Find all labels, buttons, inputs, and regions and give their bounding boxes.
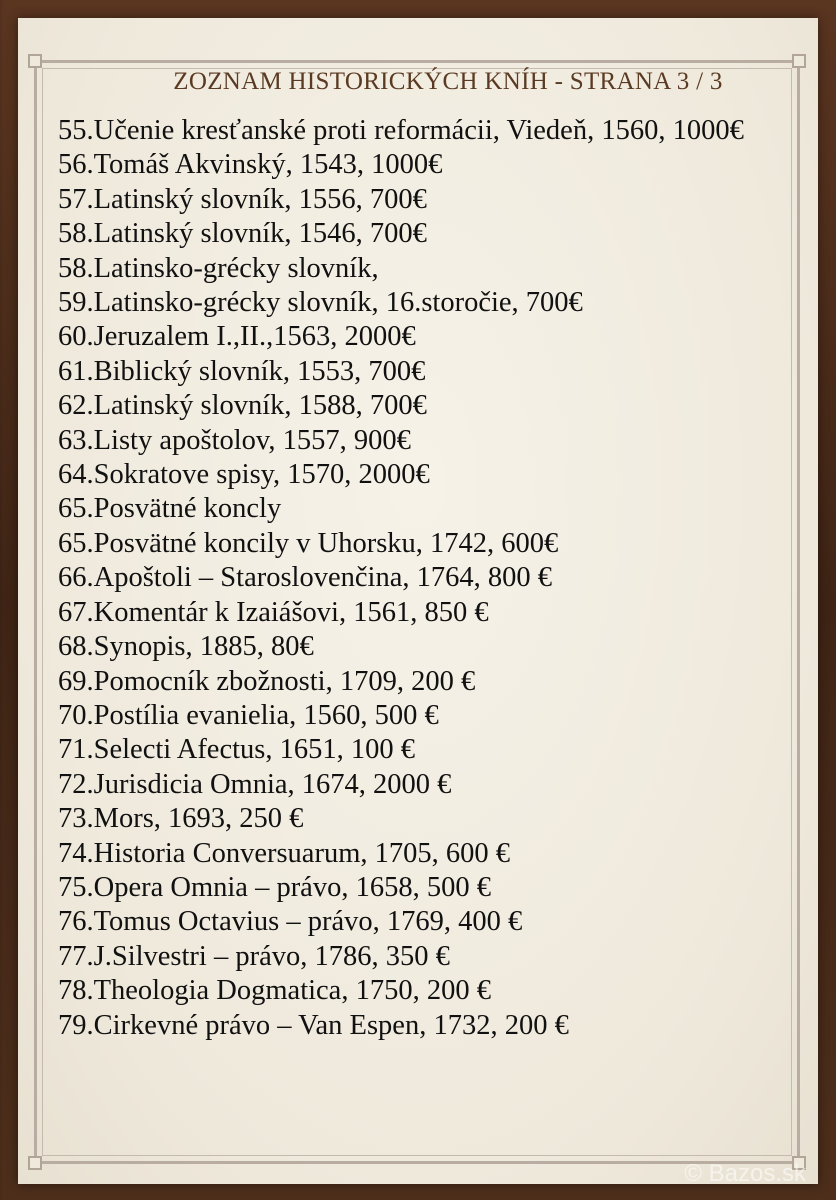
list-item: 56.Tomáš Akvinský, 1543, 1000€ [58, 149, 443, 181]
frame-corner-ornament [792, 54, 806, 68]
book-list [58, 114, 788, 1043]
list-item: 77.J.Silvestri – právo, 1786, 350 € [58, 940, 450, 972]
list-item: 59.Latinsko-grécky slovník, 16.storočie, 700€ [58, 287, 583, 319]
list-item: 60.Jeruzalem I.,II.,1563, 2000€ [58, 321, 416, 353]
list-item: 61.Biblický slovník, 1553, 700€ [58, 355, 426, 387]
list-item: 76.Tomus Octavius – právo, 1769, 400 € [58, 906, 523, 938]
list-item: 67.Komentár k Izaiášovi, 1561, 850 € [58, 596, 489, 628]
list-item: 64.Sokratove spisy, 1570, 2000€ [58, 459, 430, 491]
frame-corner-ornament [28, 54, 42, 68]
list-item: 65.Posvätné koncly [58, 493, 282, 525]
list-item: 57.Latinský slovník, 1556, 700€ [58, 183, 427, 215]
list-item: 71.Selecti Afectus, 1651, 100 € [58, 734, 415, 766]
list-item: 63.Listy apoštolov, 1557, 900€ [58, 424, 411, 456]
list-item: 58.Latinský slovník, 1546, 700€ [58, 218, 427, 250]
paper-sheet [18, 18, 818, 1184]
bazos-watermark: © Bazos.sk [684, 1160, 806, 1187]
list-item: 65.Posvätné koncily v Uhorsku, 1742, 600€ [58, 527, 559, 559]
list-item: 66.Apoštoli – Staroslovenčina, 1764, 800 € [58, 562, 552, 594]
list-item: 72.Jurisdicia Omnia, 1674, 2000 € [58, 768, 452, 800]
list-item: 68.Synopis, 1885, 80€ [58, 631, 314, 663]
list-item: 73.Mors, 1693, 250 € [58, 803, 304, 835]
list-item: 79.Cirkevné právo – Van Espen, 1732, 200 € [58, 1009, 569, 1041]
list-item: 74.Historia Conversuarum, 1705, 600 € [58, 837, 510, 869]
list-item: 78.Theologia Dogmatica, 1750, 200 € [58, 975, 491, 1007]
document-title: ZOZNAM HISTORICKÝCH KNÍH - STRANA 3 / 3 [173, 68, 723, 95]
list-item: 58.Latinsko-grécky slovník, [58, 252, 379, 284]
list-item: 69.Pomocník zbožnosti, 1709, 200 € [58, 665, 476, 697]
list-item: 70.Postília evanielia, 1560, 500 € [58, 699, 439, 731]
list-item: 62.Latinský slovník, 1588, 700€ [58, 390, 427, 422]
frame-corner-ornament [28, 1156, 42, 1170]
list-item: 55.Učenie kresťanské proti reformácii, Viedeň, 1560, 1000€ [58, 115, 744, 146]
list-item: 75.Opera Omnia – právo, 1658, 500 € [58, 871, 491, 903]
